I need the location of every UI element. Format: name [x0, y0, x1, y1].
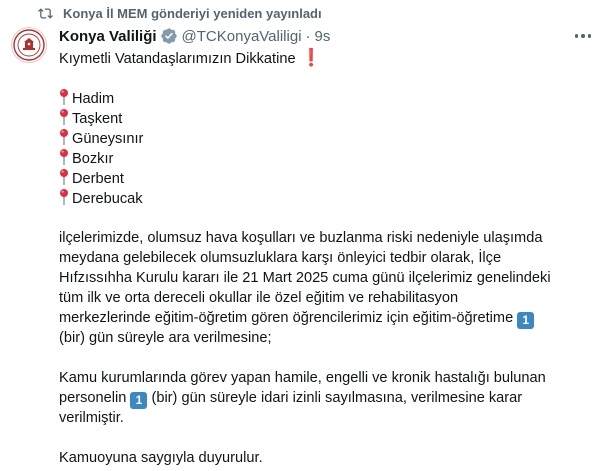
valilik-seal-icon: [12, 28, 46, 62]
text-line: tüm ilk ve orta dereceli okullar ile özel eğitim ve rehabilitasyon: [59, 290, 459, 306]
district-item: [59, 128, 589, 148]
paragraph-2: [59, 368, 589, 428]
repost-indicator[interactable]: [37, 4, 322, 22]
closing-line: Kamuoyuna saygıyla duyurulur.: [59, 450, 263, 466]
district-name: Taşkent: [72, 111, 123, 127]
district-item: [59, 148, 589, 168]
separator-dot: ·: [305, 27, 311, 45]
exclamation-emoji: ❗: [300, 48, 322, 67]
text-line: [59, 388, 589, 408]
tweet-title-line: [59, 48, 589, 68]
district-item: [59, 88, 589, 108]
text-line: (bir) gün süreyle ara verilmesine;: [59, 330, 272, 346]
verified-badge-icon[interactable]: [160, 27, 178, 45]
tweet-title: Kıymetli Vatandaşlarımızın Dikkatine: [59, 51, 296, 67]
author-name[interactable]: Konya Valiliği: [59, 27, 157, 45]
district-name: Derebucak: [72, 191, 143, 207]
round-pushpin-icon: [59, 188, 69, 212]
tweet-timestamp[interactable]: 9s: [314, 27, 331, 45]
tweet-text: [59, 48, 589, 468]
repost-text: Konya İl MEM gönderiyi yeniden yayınladı: [63, 5, 322, 21]
text-line: Hıfzıssıhha Kurulu kararı ile 21 Mart 2025 cuma günü ilçelerimiz genelindeki: [59, 270, 551, 286]
text-fragment: merkezlerinde eğitim-öğretim gören öğrencilerimiz için eğitim-öğretime: [59, 310, 514, 326]
district-item: [59, 188, 589, 208]
repost-icon: [37, 6, 54, 21]
district-name: Güneysınır: [72, 131, 144, 147]
paragraph-1: [59, 228, 589, 348]
district-item: [59, 108, 589, 128]
text-fragment: personelin: [59, 390, 127, 406]
author-handle[interactable]: @TCKonyaValiligi: [181, 27, 302, 45]
more-options-icon[interactable]: [571, 32, 596, 40]
text-line: [59, 308, 589, 328]
text-line: Kamu kurumlarında görev yapan hamile, engelli ve kronik hastalığı bulunan: [59, 370, 546, 386]
text-fragment: (bir) gün süreyle idari izinli sayılmasına, verilmesine karar: [151, 390, 523, 406]
tweet-header: [59, 25, 595, 47]
district-item: [59, 168, 589, 188]
district-name: Derbent: [72, 171, 124, 187]
district-name: Hadim: [72, 91, 115, 107]
text-line: verilmiştir.: [59, 410, 124, 426]
district-name: Bozkır: [72, 151, 114, 167]
text-line: ilçelerimizde, olumsuz hava koşulları ve buzlanma riski nedeniyle ulaşımda: [59, 230, 543, 246]
keycap-one-emoji: 1: [517, 312, 534, 329]
keycap-one-emoji: 1: [130, 392, 147, 409]
text-line: meydana gelebilecek olumsuzluklara karşı önleyici tedbir olarak, İlçe: [59, 250, 502, 266]
district-list: [59, 88, 589, 208]
author-avatar[interactable]: [11, 27, 47, 63]
